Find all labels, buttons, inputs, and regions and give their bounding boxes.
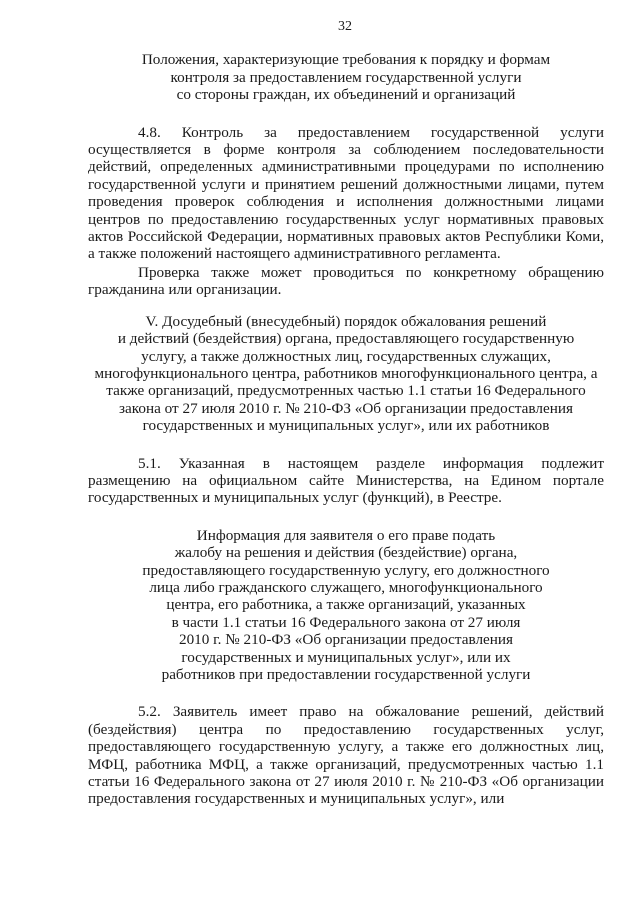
heading-line: государственных и муниципальных услуг», или их: [181, 648, 511, 666]
heading-line: 2010 г. № 210-ФЗ «Об организации предоставления: [178, 631, 514, 649]
heading-line: услугу, а также должностных лиц, государственных служащих,: [141, 347, 551, 365]
heading-line: работников при предоставлении государственной услуги: [161, 666, 531, 683]
heading-line: центра, его работника, а также организаций, указанных: [166, 596, 526, 614]
heading-line: Информация для заявителя о его праве подать: [196, 526, 496, 544]
document-page: [88, 18, 604, 808]
heading-line: предоставляющего государственную услугу, его должностного: [142, 561, 550, 579]
heading-line: и действий (бездействия) органа, предоставляющего государственную: [117, 330, 575, 348]
heading-control-requirements: [88, 51, 604, 103]
heading-line: в части 1.1 статьи 16 Федерального закона от 27 июля: [171, 613, 521, 631]
heading-line: также организаций, предусмотренных частью 1.1 статьи 16 Федерального: [106, 382, 586, 400]
heading-line: закона от 27 июля 2010 г. № 210-ФЗ «Об организации предоставления: [119, 399, 573, 417]
heading-line: лица либо гражданского служащего, многофункционального: [149, 578, 543, 596]
paragraph-check: Проверка также может проводиться по конкретному обращению гражданина или организации.: [88, 263, 604, 299]
page-number: 32: [338, 19, 352, 34]
heading-line: многофункционального центра, работников многофункционального центра, а: [94, 364, 598, 382]
heading-line: V. Досудебный (внесудебный) порядок обжалования решений: [145, 312, 547, 330]
heading-line: со стороны граждан, их объединений и организаций: [176, 86, 516, 104]
paragraph-5-2: 5.2. Заявитель имеет право на обжалование решений, действий (бездействия) центра по предоставлению государственных услуг, предоставляющего государственную услугу, а также его должностных лиц, МФЦ, работника МФЦ, а также организаций, предусмотренных частью 1.1 статьи 16 Федерального закона от 27 июля 2010 г. № 210-ФЗ «Об организации предоставления государственных и муниципальных услуг», или: [88, 703, 604, 808]
heading-applicant-info: [88, 527, 604, 684]
heading-line: государственных и муниципальных услуг», или их работников: [142, 417, 550, 435]
paragraph-4-8: 4.8. Контроль за предоставлением государственной услуги осуществляется в форме контроля за соблюдением последовательности действий, определенных административными процедурами по исполнению государственной услуги и принятием решений должностными лицами, путем проведения проверок соблюдения и исполнения должностными лицами центров по предоставлению государственных услуг нормативных правовых актов Российской Федерации, нормативных правовых актов Республики Коми, а также положений настоящего административного регламента.: [88, 123, 604, 263]
heading-line: Положения, характеризующие требования к порядку и формам: [141, 51, 551, 69]
heading-line: жалобу на решения и действия (бездействие) органа,: [174, 544, 518, 562]
heading-line: контроля за предоставлением государственной услуги: [170, 68, 522, 86]
heading-section-v: [88, 313, 604, 435]
paragraph-5-1: 5.1. Указанная в настоящем разделе информация подлежит размещению на официальном сайте Министерства, на Едином портале государственных и муниципальных услуг (функций), в Реестре.: [88, 454, 604, 507]
